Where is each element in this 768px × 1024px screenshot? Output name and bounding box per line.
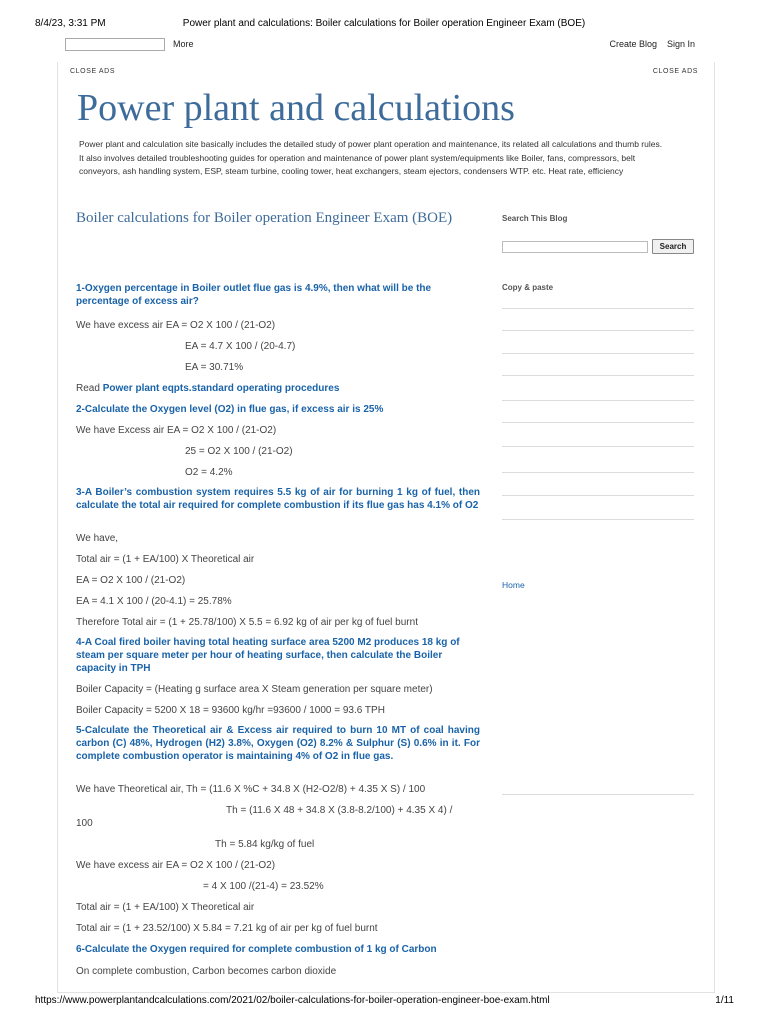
read-more-line — [76, 382, 339, 395]
post-content — [76, 210, 480, 977]
divider — [502, 330, 694, 331]
post-title: Boiler calculations for Boiler operation Engineer Exam (BOE) — [76, 210, 453, 226]
close-ads-right-button[interactable]: CLOSE ADS — [652, 68, 698, 75]
answer-line: We have Excess air EA = O2 X 100 / (21-O2) — [76, 425, 277, 436]
blog-search-input[interactable] — [502, 241, 648, 253]
divider — [502, 422, 694, 423]
print-datetime: 8/4/23, 3:31 PM — [35, 18, 106, 29]
read-prefix: Read — [76, 383, 103, 394]
blog-description: Power plant and calculation site basically includes the detailed study of power plant operation and maintenance, its related all calculations and thumb rules. It also involves detailed troubleshooting guides for operation and maintenance of power plant system/equipments like Boiler, fans, compressors, belt conveyors, ash handling system, ESP, steam turbine, cooling tower, heat exchangers, steam ejectors, condensers WTP. etc. Heat rate, efficiency — [79, 139, 663, 176]
question-2: 2-Calculate the Oxygen level (O2) in flue gas, if excess air is 25% — [76, 404, 384, 415]
search-button[interactable]: Search — [652, 239, 694, 254]
print-page-title: Power plant and calculations: Boiler calculations for Boiler operation Engineer Exam (BOE) — [182, 18, 586, 29]
divider — [502, 375, 694, 376]
page-frame — [57, 62, 715, 993]
answer-line: EA = O2 X 100 / (21-O2) — [76, 575, 186, 586]
question-4: 4-A Coal fired boiler having total heating surface area 5200 M2 produces 18 kg of steam per square meter per hour of heating surface, then calculate the Boiler capacity in TPH — [76, 637, 460, 674]
answer-line: Therefore Total air = (1 + 25.78/100) X 5.5 = 6.92 kg of air per kg of fuel burnt — [76, 617, 418, 628]
answer-line: 100 — [76, 818, 93, 829]
answer-line: We have, — [76, 533, 119, 544]
answer-line: We have Theoretical air, Th = (11.6 X %C + 34.8 X (H2-O2/8) + 4.35 X S) / 100 — [76, 784, 426, 795]
blogger-navbar — [35, 36, 735, 54]
answer-line: EA = 30.71% — [185, 362, 244, 373]
question-5: 5-Calculate the Theoretical air & Excess air required to burn 10 MT of coal having carbon (C) 48%, Hydrogen (H2) 3.8%, Oxygen (O2) 8.2% & Sulphur (S) 0.6% in it. For complete combustion operator is maintaining 4% of O2 in flue gas. — [76, 725, 480, 762]
answer-line: On complete combustion, Carbon becomes carbon dioxide — [76, 966, 337, 977]
divider — [502, 519, 694, 520]
answer-line: = 4 X 100 /(21-4) = 23.52% — [203, 881, 324, 892]
answer-line: EA = 4.7 X 100 / (20-4.7) — [185, 341, 296, 352]
divider — [502, 794, 694, 795]
divider — [502, 308, 694, 309]
answer-line: We have excess air EA = O2 X 100 / (21-O2) — [76, 860, 276, 871]
question-1: 1-Oxygen percentage in Boiler outlet flue gas is 4.9%, then what will be the percentage of excess air? — [76, 283, 432, 307]
blog-title[interactable]: Power plant and calculations — [77, 87, 515, 129]
create-blog-link[interactable]: Create Blog — [609, 39, 657, 49]
print-page-number: 1/11 — [715, 995, 734, 1006]
answer-line: Th = 5.84 kg/kg of fuel — [215, 839, 315, 850]
answer-line: Boiler Capacity = 5200 X 18 = 93600 kg/hr =93600 / 1000 = 93.6 TPH — [76, 705, 385, 716]
answer-line: 25 = O2 X 100 / (21-O2) — [185, 446, 293, 457]
print-url: https://www.powerplantandcalculations.com/2021/02/boiler-calculations-for-boiler-operation-engineer-boe-exam.html — [35, 995, 550, 1006]
answer-line: Total air = (1 + EA/100) X Theoretical air — [76, 554, 255, 565]
answer-line: O2 = 4.2% — [185, 467, 233, 478]
divider — [502, 495, 694, 496]
divider — [502, 353, 694, 354]
divider — [502, 472, 694, 473]
search-heading: Search This Blog — [502, 214, 568, 223]
answer-line: Total air = (1 + 23.52/100) X 5.84 = 7.21 kg of air per kg of fuel burnt — [76, 923, 378, 934]
divider — [502, 446, 694, 447]
question-6: 6-Calculate the Oxygen required for complete combustion of 1 kg of Carbon — [76, 944, 437, 955]
answer-line: EA = 4.1 X 100 / (20-4.1) = 25.78% — [76, 596, 232, 607]
sop-link[interactable]: Power plant eqpts.standard operating procedures — [102, 383, 340, 394]
answer-line: Th = (11.6 X 48 + 34.8 X (3.8-8.2/100) + 4.35 X 4) / — [226, 805, 453, 816]
answer-line: We have excess air EA = O2 X 100 / (21-O2) — [76, 320, 276, 331]
navbar-more-link[interactable]: More — [173, 39, 194, 49]
navbar-search-input[interactable] — [65, 38, 165, 51]
question-3: 3-A Boiler’s combustion system requires 5.5 kg of air for burning 1 kg of fuel, then calculate the total air required for complete combustion if its flue gas has 4.1% of O2 — [76, 487, 480, 511]
copy-paste-heading: Copy & paste — [502, 283, 554, 292]
home-link[interactable]: Home — [502, 580, 525, 590]
sign-in-link[interactable]: Sign In — [666, 39, 695, 49]
answer-line: Total air = (1 + EA/100) X Theoretical air — [76, 902, 255, 913]
divider — [502, 400, 694, 401]
close-ads-left-button[interactable]: CLOSE ADS — [70, 68, 116, 75]
answer-line: Boiler Capacity = (Heating g surface area X Steam generation per square meter) — [76, 684, 433, 695]
